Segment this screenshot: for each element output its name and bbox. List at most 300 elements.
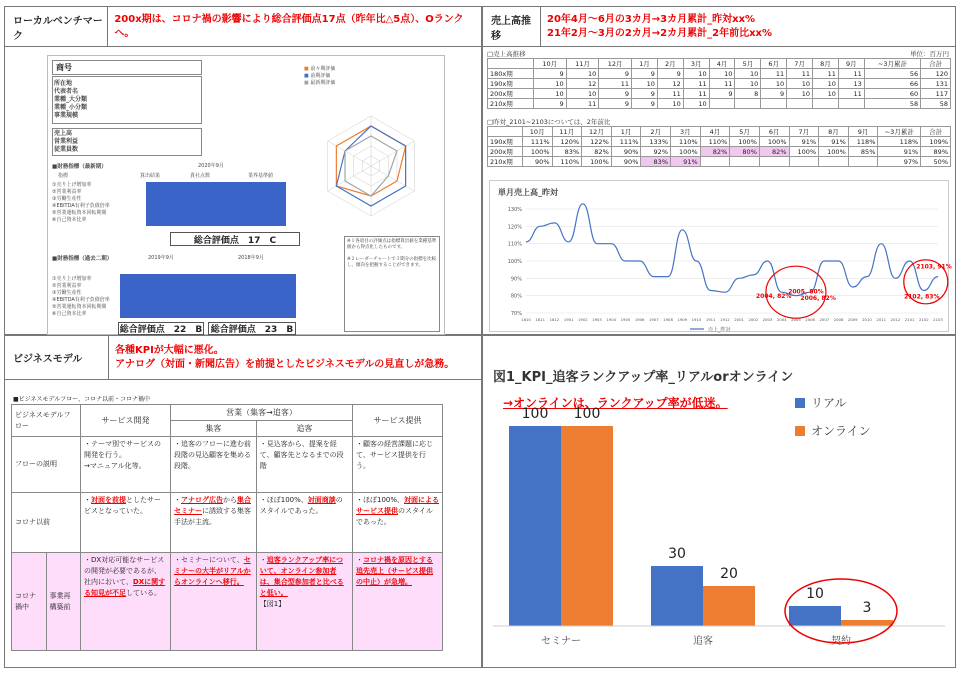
data-label: 100 <box>573 406 601 422</box>
callout-label: 2005, 80% <box>788 288 824 296</box>
fin-title-past: ■財務指標（過去二期） <box>52 256 113 262</box>
r2-dev-a: ・ <box>84 496 92 504</box>
table-header-cell: 5月 <box>730 127 760 137</box>
x-tick-label: 2005 <box>791 317 801 322</box>
r2-label: コロナ以前 <box>12 493 81 553</box>
table-header-cell: 8月 <box>819 127 849 137</box>
kpi-subtitle: →オンラインは、ランクアップ率が低迷。 <box>503 396 728 410</box>
table-header-cell: 合計 <box>921 127 951 137</box>
line-chart-box <box>489 180 952 333</box>
t1-unit: 単位：百万円 <box>910 50 949 58</box>
company-info-table <box>52 60 202 75</box>
r1-service: ・顧客の経営課題に応じて、サービス提供を行う。 <box>353 437 443 493</box>
table-cell: 83% <box>641 157 671 167</box>
x-tick-label: 1911 <box>705 317 716 322</box>
table-cell <box>700 157 730 167</box>
table-header-row <box>488 59 951 69</box>
table-cell: 82% <box>759 147 789 157</box>
col-indicator: 指標 <box>58 173 69 179</box>
r2-att-d: 集合セミナー <box>173 496 251 515</box>
r2-follow <box>256 493 352 553</box>
table-cell <box>730 157 760 167</box>
col-score: 貴社点数 <box>190 173 211 179</box>
r2-att-b: アナログ広告 <box>180 496 223 504</box>
r3-attract <box>170 553 256 651</box>
past-blue-block <box>120 274 296 318</box>
x-tick-label: 2102 <box>918 317 929 322</box>
data-label: 30 <box>668 546 686 562</box>
r1-dev: ・テーマ別でサービスの開発を行う。 →マニュアル化等。 <box>81 437 171 493</box>
table-cell: 11 <box>599 79 632 89</box>
flow-header-row <box>12 405 443 421</box>
table-header-cell: 5月 <box>735 59 761 69</box>
table-cell: 118% <box>848 137 878 147</box>
ind-p2: ②営業利益率 <box>52 283 82 289</box>
table-header-cell: 4月 <box>709 59 735 69</box>
x-tick-label: 1906 <box>634 317 645 322</box>
sales-trend-panel <box>482 6 956 335</box>
r3-fol-a: ・ <box>259 556 267 564</box>
table-cell: 11 <box>566 99 599 109</box>
table-cell: 9 <box>657 69 683 79</box>
r2-srv-b: 対面によるサービス提供 <box>356 496 440 515</box>
x-tick-label: 1811 <box>535 317 546 322</box>
table-cell: 10 <box>813 89 839 99</box>
r2-service <box>353 493 443 553</box>
table-cell: 117 <box>921 89 951 99</box>
table-cell: 9 <box>599 99 632 109</box>
ind-p5: ⑤営業運転資本回転期間 <box>52 304 107 310</box>
table-cell <box>813 99 839 109</box>
series-line <box>526 204 938 296</box>
note-2: ※２レーダーチャートで３期分の指標を比較し、傾向を把握することができます。 <box>347 257 437 268</box>
table-cell: 100% <box>730 137 760 147</box>
table-cell: 10 <box>735 69 761 79</box>
table-header-cell: 6月 <box>761 59 787 69</box>
r1-follow: ・見込客から、提案を経て、顧客先となるまでの段階 <box>256 437 352 493</box>
y-tick-label: 100% <box>507 259 522 265</box>
bar-real <box>789 606 841 626</box>
x-tick-label: 1902 <box>577 317 588 322</box>
legend-label: 売上_昨対 <box>708 327 731 333</box>
table-cell: 91% <box>878 147 921 157</box>
table-cell: 10 <box>533 79 566 89</box>
table-cell: 210x期 <box>488 157 523 167</box>
row-description <box>12 437 443 493</box>
table-cell: 58 <box>864 99 920 109</box>
table-cell <box>709 99 735 109</box>
table-cell: 10 <box>533 89 566 99</box>
table-cell: 12 <box>657 79 683 89</box>
table-cell: 10 <box>813 79 839 89</box>
table-cell: 89% <box>921 147 951 157</box>
table-cell: 9 <box>599 69 632 79</box>
date-prev2: 2018年9月 <box>238 255 264 261</box>
r2-srv-a: ・ほぼ100%、 <box>356 496 405 504</box>
row-name: 商号 <box>53 61 202 75</box>
callout-label: 2004, 82% <box>756 293 792 301</box>
r3-service <box>353 553 443 651</box>
table-cell: 100% <box>789 147 819 157</box>
table-header-cell: 9月 <box>848 127 878 137</box>
table-cell: 180x期 <box>488 69 534 79</box>
table-row <box>488 79 951 89</box>
table-row <box>488 137 951 147</box>
r3-fol-b: 追客ランクアップ率について、オンライン参加者は、集合型参加者と比べると低い。 <box>259 556 344 597</box>
r2-dev <box>81 493 171 553</box>
table-cell: 11 <box>838 69 864 79</box>
table-header-cell: 4月 <box>700 127 730 137</box>
table-cell: 56 <box>864 69 920 79</box>
kpi-chart-panel <box>482 335 956 668</box>
table-cell: 111% <box>522 137 552 147</box>
table-header-cell: 合計 <box>921 59 951 69</box>
table-header-cell: 10月 <box>533 59 566 69</box>
x-tick-label: 2001 <box>734 317 744 322</box>
table-header-cell: 2月 <box>657 59 683 69</box>
radar-legend <box>304 66 335 87</box>
table-row <box>488 99 951 109</box>
table-cell: 10 <box>566 89 599 99</box>
table-cell: 118% <box>878 137 921 147</box>
table-cell: 11 <box>813 69 839 79</box>
q2-message-1: 20年4月～6月の3カ月→3カ月累計_昨対xx% <box>547 13 756 25</box>
table-cell: 9 <box>599 89 632 99</box>
r2-attract <box>170 493 256 553</box>
r3-dev-c: している。 <box>126 589 162 597</box>
table-header-cell <box>488 127 523 137</box>
r3-srv-b: コロナ禍を原因とする追先売上（サービス提供の中止）が急増。 <box>356 556 433 586</box>
line-chart-title: 単月売上高_昨対 <box>498 188 558 197</box>
table-cell: 11 <box>838 89 864 99</box>
notes-box <box>344 236 440 332</box>
q2-message-2: 21年2月～3月の2カ月→2カ月累計_2年前比xx% <box>547 27 773 39</box>
table-row <box>488 89 951 99</box>
x-tick-label: 2101 <box>904 317 915 322</box>
data-label: 20 <box>720 566 738 582</box>
r2-fol-a: ・ほぼ100%、 <box>259 496 308 504</box>
legend-prev1-text: 前期評価 <box>310 73 331 79</box>
q3-message <box>109 344 454 372</box>
category-label: 追客 <box>693 636 713 647</box>
line-chart <box>490 181 952 333</box>
x-tick-label: 1909 <box>677 317 688 322</box>
row-covid <box>12 553 443 651</box>
table-header-cell: 12月 <box>599 59 632 69</box>
legend-latest-text: 最新期評価 <box>310 80 336 86</box>
table-cell: 10 <box>787 89 813 99</box>
legend-prev1: ■ 前期評価 <box>304 73 331 79</box>
note-1: ※１各項目の評価点は指標算出値を業種基準値から得点化したものです。 <box>347 239 437 250</box>
ind-4: ④EBITDA有利子負債倍率 <box>52 203 110 209</box>
table-cell: 66 <box>864 79 920 89</box>
table-cell <box>761 99 787 109</box>
x-tick-label: 2007 <box>819 317 830 322</box>
kpi-title: 図1_KPI_追客ランクアップ率_リアルorオンライン <box>493 370 794 385</box>
score-prev1: 総合評価点 22 B <box>118 322 204 335</box>
table-cell: 100% <box>671 147 701 157</box>
table-header-cell: 10月 <box>522 127 552 137</box>
latest-blue-block <box>146 182 286 226</box>
q3-caption: ■ビジネスモデルフロー、コロナ以前・コロナ禍中 <box>13 396 150 403</box>
bar-online <box>703 586 755 626</box>
h-service: サービス提供 <box>353 405 443 437</box>
table-cell: 100% <box>819 147 849 157</box>
info-box <box>52 76 202 124</box>
table-cell: 11 <box>787 69 813 79</box>
table-cell: 100% <box>522 147 552 157</box>
data-label: 3 <box>862 600 872 616</box>
x-tick-label: 2010 <box>862 317 872 322</box>
table-cell: 120% <box>552 137 582 147</box>
row-scale: 事業規模 <box>54 112 79 119</box>
table-header-cell: ~3月累計 <box>864 59 920 69</box>
table-header-row <box>488 127 951 137</box>
legend-online-text: オンライン <box>811 424 871 438</box>
table-header-cell: 9月 <box>838 59 864 69</box>
table-cell <box>819 157 849 167</box>
table-cell: 80% <box>730 147 760 157</box>
bar-online <box>561 426 613 626</box>
row-industry-major: 業種_大分類 <box>54 96 88 103</box>
ind-6: ⑥自己資本比率 <box>52 217 87 223</box>
row-address: 所在地 <box>54 80 73 87</box>
table-cell: 110% <box>552 157 582 167</box>
x-tick-label: 2004 <box>776 317 787 322</box>
table-cell: 90% <box>611 147 641 157</box>
table-header-cell: 11月 <box>566 59 599 69</box>
table-cell <box>787 99 813 109</box>
r3-label: コロナ禍中 <box>12 553 47 651</box>
col-result: 算出結果 <box>140 173 161 179</box>
table-header-cell: 1月 <box>632 59 658 69</box>
callout-label: 2006, 82% <box>800 295 836 303</box>
x-tick-label: 2012 <box>890 317 901 322</box>
row-industry-minor: 業種_小分類 <box>54 104 88 111</box>
table-cell: 90% <box>522 157 552 167</box>
table-header-cell: 6月 <box>759 127 789 137</box>
table-cell <box>838 99 864 109</box>
ind-5: ⑤営業運転資本回転期間 <box>52 210 107 216</box>
table-cell <box>789 157 819 167</box>
table-cell: 200x期 <box>488 147 523 157</box>
x-tick-label: 2002 <box>748 317 759 322</box>
bar-real <box>509 426 561 626</box>
table-cell: 85% <box>848 147 878 157</box>
row-profit: 営業利益 <box>54 138 79 145</box>
x-tick-label: 2006 <box>805 317 815 322</box>
y-tick-label: 70% <box>510 311 522 317</box>
table-cell: 109% <box>921 137 951 147</box>
r2-att-e: に誘致する集客手法が主流。 <box>173 507 251 526</box>
t1-caption: □売上高推移 <box>487 50 526 58</box>
y-tick-label: 90% <box>510 276 522 283</box>
table-cell: 10 <box>761 79 787 89</box>
date-now: 2020年9月 <box>198 163 224 169</box>
legend-latest: ■ 最新期評価 <box>304 80 336 86</box>
table-cell: 190x期 <box>488 79 534 89</box>
x-tick-label: 2103 <box>933 317 943 322</box>
table-header-cell: 1月 <box>611 127 641 137</box>
ind-1: ①売り上げ増加率 <box>52 182 92 188</box>
r1-attract: ・追客のフローに進む前段階の見込顧客を集める段階。 <box>170 437 256 493</box>
table-cell <box>735 99 761 109</box>
radar-axis <box>371 166 414 191</box>
h-flow: ビジネスモデルフロー <box>12 405 81 437</box>
category-label: セミナー <box>541 636 581 647</box>
r3-dev <box>81 553 171 651</box>
business-model-panel <box>4 335 482 668</box>
r3-att-b: セミナーの大半がリアルからオンラインへ移行。 <box>173 556 251 586</box>
row-representative: 代表者名 <box>54 88 79 95</box>
table-cell: 82% <box>700 147 730 157</box>
x-tick-label: 1910 <box>691 317 702 322</box>
row-pre-covid <box>12 493 443 553</box>
sales-table <box>487 58 951 109</box>
table-cell: 110% <box>671 137 701 147</box>
score-prev2: 総合評価点 23 B <box>208 322 296 335</box>
radar-group <box>328 116 415 216</box>
ind-p1: ①売り上げ増加率 <box>52 276 92 282</box>
x-tick-label: 2003 <box>762 317 773 322</box>
table-cell: 11 <box>761 69 787 79</box>
table-cell: 10 <box>683 69 709 79</box>
h-follow: 追客 <box>256 421 352 437</box>
category-label: 契約 <box>831 636 851 647</box>
x-tick-label: 2009 <box>847 317 858 322</box>
r3-srv-a: ・ <box>356 556 363 564</box>
r2-srv-c: のスタイルであった。 <box>356 507 433 526</box>
benchmark-sheet <box>47 55 445 335</box>
indicator-list <box>52 182 110 224</box>
table-cell <box>848 157 878 167</box>
table-cell <box>759 157 789 167</box>
q3-message-2: アナログ（対面・新聞広告）を前提としたビジネスモデルの見直しが急務。 <box>115 358 455 370</box>
table-cell: 10 <box>632 79 658 89</box>
table-header-cell: ~3月累計 <box>878 127 921 137</box>
table-cell: 60 <box>864 89 920 99</box>
table-cell: 83% <box>552 147 582 157</box>
ind-3: ③労働生産性 <box>52 196 82 202</box>
table-row <box>488 147 951 157</box>
table-cell: 111% <box>611 137 641 147</box>
y-tick-label: 120% <box>507 224 522 231</box>
r3-follow <box>256 553 352 651</box>
q2-message <box>541 13 772 41</box>
table-cell: 11 <box>683 89 709 99</box>
q1-message: 200x期は、コロナ禍の影響により総合評価点17点（昨年比△5点）、Oランクへ。 <box>114 13 464 39</box>
x-tick-label: 1903 <box>592 317 602 322</box>
table-cell: 8 <box>735 89 761 99</box>
yoy-table <box>487 126 951 167</box>
q1-header <box>5 7 481 47</box>
score-latest: 総合評価点 17 C <box>170 232 300 246</box>
bar-online <box>841 620 893 626</box>
table-cell: 9 <box>632 69 658 79</box>
r3-sublabel: 事業再構築前 <box>46 553 81 651</box>
table-header-cell: 8月 <box>813 59 839 69</box>
q2-header <box>483 7 955 47</box>
r3-dev-b: DXに関する知見が不足 <box>84 578 166 597</box>
table-cell: 10 <box>657 99 683 109</box>
table-cell: 200x期 <box>488 89 534 99</box>
table-cell: 10 <box>787 79 813 89</box>
table-cell: 91% <box>819 137 849 147</box>
table-cell: 110% <box>700 137 730 147</box>
radar-chart <box>300 62 442 232</box>
table-cell: 133% <box>641 137 671 147</box>
x-tick-label: 1907 <box>649 317 659 322</box>
q3-label: ビジネスモデル <box>5 336 109 379</box>
indicator-list-past <box>52 276 110 318</box>
r2-dev-c: としたサービスとなっていた。 <box>84 496 162 515</box>
r2-fol-b: 対面商談 <box>307 496 336 504</box>
r3-fol-c: 【図1】 <box>259 600 286 608</box>
table-cell: 11 <box>657 89 683 99</box>
r2-att-c: から <box>222 496 237 504</box>
x-tick-label: 1901 <box>563 317 574 322</box>
business-flow-table <box>11 404 443 651</box>
row-sales: 売上高 <box>54 130 73 137</box>
table-cell: 10 <box>566 69 599 79</box>
q2-label: 売上高推移 <box>483 7 541 46</box>
callout-label: 2103, 91% <box>916 263 952 271</box>
x-tick-label: 1905 <box>620 317 631 322</box>
table-cell: 90% <box>611 157 641 167</box>
table-cell: 9 <box>632 89 658 99</box>
ind-p3: ③労働生産性 <box>52 290 82 296</box>
table-cell: 97% <box>878 157 921 167</box>
ind-2: ②営業利益率 <box>52 189 82 195</box>
table-cell: 12 <box>566 79 599 89</box>
table-cell: 91% <box>789 137 819 147</box>
table-cell: 120 <box>921 69 951 79</box>
bar-real <box>651 566 703 626</box>
table-cell: 9 <box>632 99 658 109</box>
x-tick-label: 1908 <box>663 317 673 322</box>
legend-prev2: ■ 前々期評価 <box>304 66 336 72</box>
table-cell: 10 <box>683 99 709 109</box>
radar-axis <box>328 166 371 191</box>
table-header-cell: 7月 <box>789 127 819 137</box>
x-tick-label: 1912 <box>720 317 730 322</box>
table-cell: 190x期 <box>488 137 523 147</box>
line-chart-group <box>508 204 952 333</box>
table-header-cell: 3月 <box>671 127 701 137</box>
r1-label: フローの説明 <box>12 437 81 493</box>
ind-p4: ④EBITDA有利子負債倍率 <box>52 297 110 303</box>
t2-caption: □昨対_2101~2103については、2年前比 <box>487 118 611 126</box>
table-cell: 9 <box>709 89 735 99</box>
radar-axis <box>328 141 371 166</box>
h-attract: 集客 <box>170 421 256 437</box>
y-tick-label: 130% <box>507 207 522 213</box>
table-row <box>488 157 951 167</box>
table-header-cell: 12月 <box>582 127 612 137</box>
table-cell: 100% <box>582 157 612 167</box>
table-cell: 13 <box>838 79 864 89</box>
q1-label: ローカルベンチマーク <box>5 7 108 46</box>
table-header-cell: 3月 <box>683 59 709 69</box>
x-tick-label: 1810 <box>521 317 531 322</box>
y-tick-label: 110% <box>507 241 522 248</box>
r2-dev-b: 対面を前提 <box>91 496 127 504</box>
table-cell: 9 <box>533 69 566 79</box>
r3-att-a: ・セミナーについて、 <box>173 556 244 564</box>
x-tick-label: 2011 <box>876 317 887 322</box>
date-prev1: 2019年9月 <box>148 255 174 261</box>
table-cell: 10 <box>709 69 735 79</box>
